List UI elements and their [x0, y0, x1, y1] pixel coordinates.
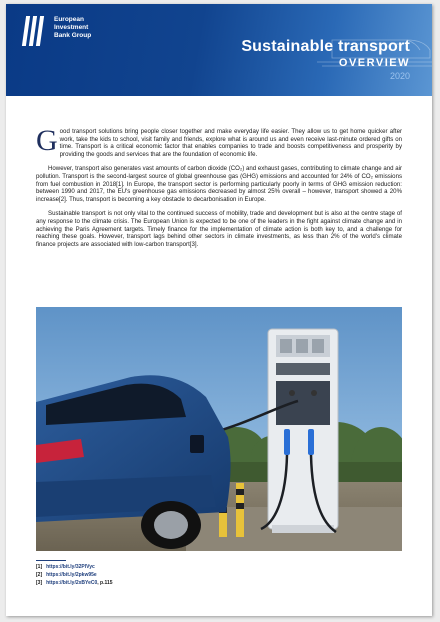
footnote-page-ref: , p.115 — [97, 580, 113, 586]
footnotes — [36, 563, 113, 587]
dropcap-letter: G — [36, 124, 58, 157]
page-subtitle: OVERVIEW — [338, 57, 410, 69]
footnote-1 — [36, 563, 113, 571]
footnote-link[interactable]: https://bit.ly/2xBYeC0 — [46, 580, 98, 586]
ev-charging-photo — [36, 307, 402, 551]
body-text — [36, 124, 402, 248]
footnote-link[interactable]: https://bit.ly/32PlVyc — [46, 564, 95, 570]
org-name-line-1: European — [54, 16, 84, 23]
ev-charging-illustration — [36, 307, 402, 551]
org-name-line-2: Investment — [54, 24, 89, 31]
paragraph-3: Sustainable transport is not only vital to the continued success of mobility, trade and development but is also at the centre stage of any response to the climate crisis. The European Union is expected to be one of the leaders in the fight against climate change and in achieving the Paris Agreement targets. Timely finance for the implementation of climate action is both key to, and a challenge for reaching these goals. However, transport lags behind other sectors in climate investments, as less than 2% of the world's climate finance projects are associated with low-carbon transport[3]. — [36, 210, 402, 248]
eib-logo-mark — [24, 16, 46, 46]
eib-logo — [24, 16, 91, 46]
footnote-2 — [36, 571, 113, 579]
paragraph-1 — [36, 124, 402, 158]
footnote-link[interactable]: https://bit.ly/2pkw95e — [46, 572, 97, 578]
document-page — [6, 4, 432, 616]
eib-logo-text — [54, 16, 91, 40]
publication-year: 2020 — [389, 71, 410, 81]
footnote-number: [1] — [36, 564, 43, 570]
title-block — [241, 38, 410, 81]
footnote-number: [2] — [36, 572, 43, 578]
page-title: Sustainable transport — [241, 38, 410, 55]
paragraph-2: However, transport also generates vast amounts of carbon dioxide (CO₂) and exhaust gases, contributing to climate change and air pollution. Transport is the second-largest source of global greenhouse gas (GHG) emissions and accounted for 24% of CO₂ emissions from fuel combustion in 2018[1]. In Europe, the transport sector is performing particularly poorly in terms of GHG emission reduction: between 1990 and 2017, the EU's greenhouse gas emissions decreased by almost 25% overall – however, transport showed a 20% increase[2]. Thus, transport is becoming a key obstacle to decarbonisation in Europe. — [36, 165, 402, 203]
header-band — [6, 4, 432, 96]
footnote-number: [3] — [36, 580, 43, 586]
footnote-3 — [36, 579, 113, 587]
paragraph-1-text: ood transport solutions bring people closer together and make everyday life easier. They allow us to get home quicker after work, take the kids to school, visit family and friends, explore what is around us and even receive last-minute ordered gifts on time. Transport is a critical economic factor that enables companies to trade and boosts competitiveness and prosperity by providing the goods and services that are the foundation of economic life. — [59, 128, 402, 158]
footnote-divider — [36, 560, 66, 561]
org-name-line-3: Bank Group — [54, 32, 92, 39]
